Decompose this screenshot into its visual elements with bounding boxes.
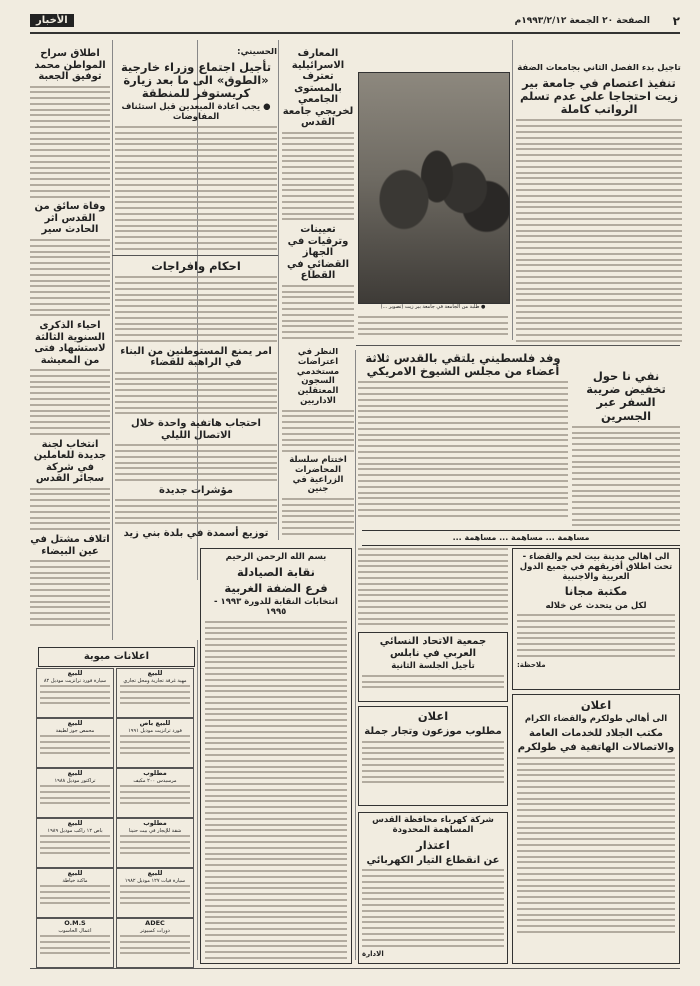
ad-body <box>362 675 504 689</box>
ad-title: اعلان <box>580 698 612 712</box>
column-rule <box>112 40 113 640</box>
classified-ad <box>116 718 194 768</box>
classified-ad <box>36 918 114 968</box>
classified-text: مرسيدس ٢٠٠ مكيف <box>133 778 177 784</box>
ad-basmala: بسم الله الرحمن الرحيم <box>225 552 327 562</box>
story-headline: تنفيذ اعتصام في جامعة بير زيت احتجاجا على عدم تسلم الرواتب كاملة <box>519 75 679 117</box>
ad-line: مكتب الجلاد للخدمات العامة <box>529 727 663 739</box>
classified-label: للبيع <box>67 769 83 777</box>
classified-text: ماكنة خياطة <box>62 878 88 884</box>
ad-body <box>362 869 504 946</box>
distributors-ad <box>358 706 508 806</box>
ad-title: اعلان <box>417 709 449 723</box>
classified-ad <box>36 818 114 868</box>
column-rule <box>512 40 513 340</box>
story-body <box>358 381 568 516</box>
classified-ad <box>116 768 194 818</box>
news-photo <box>358 72 510 304</box>
story-kicker: تأجيل بدء الفصل الثاني بجامعات الضفة <box>517 64 681 73</box>
classified-text: سيارة فورد ترانزيت موديل ٨٢ <box>43 678 107 684</box>
ad-body <box>517 614 675 657</box>
classified-ad <box>36 668 114 718</box>
story-body <box>30 369 110 435</box>
story-body <box>115 276 277 342</box>
classified-ad <box>116 668 194 718</box>
classified-ad <box>36 768 114 818</box>
photo-caption: ● طلبة من الجامعة في جامعة بير زيت (تصوير ...) <box>380 304 486 310</box>
story-headline: امر يمنع المستوطنين من البناء في الراهبة للقضاء <box>120 345 272 369</box>
story-headline: المعارف الاسرائيلية تعترف بالمستوى الجامعي لخريجي جامعة القدس <box>282 48 354 128</box>
story-body <box>30 488 110 531</box>
story-body <box>115 444 277 481</box>
classified-text: اعمال الحاسوب <box>58 928 92 934</box>
story-headline: اتلاف مشتل في عين البيضاء <box>30 534 110 557</box>
story-headline: احكام وافراجات <box>151 260 241 273</box>
library-ad <box>512 548 680 690</box>
classified-ad <box>36 868 114 918</box>
story-body <box>282 132 354 221</box>
classified-label: مطلوب <box>143 769 167 777</box>
story-headline: نفي نا حول تخفيض ضريبة السفر عبر الجسرين <box>586 370 666 423</box>
classified-body <box>117 685 193 704</box>
story-body <box>30 239 110 316</box>
pharmacists-ad <box>200 548 352 964</box>
ad-subtitle: اعتذار <box>416 837 450 852</box>
column-rule <box>355 350 356 960</box>
ad-line: والاتصالات الهاتفية في طولكرم <box>517 742 675 754</box>
classified-ad <box>36 718 114 768</box>
story-body <box>358 548 508 625</box>
ad-body <box>362 741 504 784</box>
story-travel-tax <box>572 370 680 528</box>
ad-subtitle: لكل من يتحدث عن خلاله <box>545 600 647 611</box>
story-headline: اختتام سلسلة المحاضرات الزراعية في جنين <box>289 454 347 495</box>
ad-intro: الى أهالي طولكرم والقضاء الكرام <box>524 714 668 725</box>
section-rule <box>112 255 278 256</box>
story-under-banner <box>358 548 508 628</box>
story-headline: وفد فلسطيني يلتقي بالقدس ثلاثة أعضاء من مجلس الشيوخ الامريكي <box>365 352 561 379</box>
classified-label: للبيع <box>67 869 83 877</box>
classified-text: مهية غرفة تجارية ومحل تجاري <box>123 678 187 684</box>
story-body <box>30 86 110 198</box>
story-body <box>572 426 680 528</box>
story-body <box>30 560 110 626</box>
classified-text: محمص جوز لطيفة <box>55 728 95 734</box>
classified-text: دورات كمبيوتر <box>140 928 170 934</box>
story-headline: احتجاب هاتفية واحدة خلال الاتصال الليلي <box>131 418 261 441</box>
ad-subtitle-2: انتخابات النقابة للدورة ١٩٩٣ - ١٩٩٥ <box>214 597 338 617</box>
ad-signature: الادارة <box>362 950 384 959</box>
ad-subtitle: تأجيل الجلسة الثانية <box>391 661 475 671</box>
page-number: ٢ <box>672 14 680 28</box>
story-headline: اطلاق سراح المواطن محمد توفيق الجعبة <box>34 48 106 82</box>
ad-subtitle: فرع الضفة الغربية <box>224 580 328 595</box>
electric-company-ad <box>358 812 508 964</box>
story-body <box>115 126 277 253</box>
classified-body <box>117 785 193 804</box>
story-body <box>282 285 354 343</box>
classified-label: O.M.S <box>64 919 86 927</box>
story-body <box>282 498 354 538</box>
ad-title: نقابة الصيادلة <box>236 564 315 579</box>
section-rule <box>356 345 680 346</box>
far-left-column <box>30 48 110 638</box>
middle-strip-stories <box>282 348 354 538</box>
classified-body <box>37 735 113 754</box>
story-kicker: الحسيني: <box>237 48 277 57</box>
ad-title: مكتبة مجانا <box>564 584 628 599</box>
story-birzeit <box>516 64 682 344</box>
classified-body <box>37 685 113 704</box>
story-body <box>282 410 354 453</box>
story-headline: انتخاب لجنة جديدة للعاملين في شركة سجائر القدس <box>33 438 107 485</box>
classified-label: للبيع <box>67 819 83 827</box>
classifieds-title: اعلانات مبوبة <box>38 647 195 667</box>
women-union-ad <box>358 632 508 702</box>
ad-title: شركة كهرباء محافظة القدس المساهمة المحدودة <box>372 815 494 835</box>
story-us-senators <box>358 352 568 527</box>
classified-ad <box>116 868 194 918</box>
story-rulings <box>115 260 277 545</box>
classified-ad <box>116 818 194 868</box>
classified-text: فورد ترانزيت موديل ١٩٩١ <box>128 728 182 734</box>
ad-body <box>205 621 347 964</box>
story-subhead: ● يجب اعادة المبعدين قبل استئناف المفاوضات <box>121 102 271 123</box>
date-line: الصفحة ٢٠ الجمعة ١٩٩٣/٢/١٢م <box>514 16 650 26</box>
ad-intro: الى اهالي مدينة بيت لحم والقضاء - تحت اطلاق أفريقهم في جميع الدول العربية والاجنبية <box>519 552 673 582</box>
story-body <box>115 372 277 415</box>
classified-label: مطلوب <box>143 819 167 827</box>
story-foreign-ministers <box>115 48 277 253</box>
jalad-office-ad <box>512 694 680 964</box>
column-rule <box>197 640 198 960</box>
ad-title: جمعية الاتحاد النسائي العربي في نابلس <box>379 636 487 659</box>
photo-story-body <box>358 316 508 342</box>
story-headline: تأجيل اجتماع وزراء خارجية «الطوق» الى ما بعد زيارة كريستوفر للمنطقة <box>120 59 272 101</box>
story-education <box>282 48 354 343</box>
classified-text: باص ١٢ راكب موديل ١٩٨٩ <box>47 828 103 834</box>
classified-ad <box>116 918 194 968</box>
story-body <box>115 499 277 524</box>
story-headline: احياء الذكرى السنوية الثالثة لاستشهاد فتى من المعيشة <box>34 320 106 366</box>
contribution-banner: مساهمة ... مساهمة ... مساهمة ... <box>362 530 680 546</box>
classified-label: ADEC <box>145 919 165 927</box>
classified-label: للبيع <box>147 869 163 877</box>
classified-text: سيارة فيات ١٢٧ موديل ١٩٨٢ <box>124 878 186 884</box>
classified-body <box>117 885 193 904</box>
classified-text: تراكتور موديل ١٩٨٨ <box>54 778 96 784</box>
classified-body <box>37 785 113 804</box>
classified-body <box>37 885 113 904</box>
classified-text: شقة للإيجار في بيت حنينا <box>128 828 182 834</box>
classified-body <box>117 735 193 754</box>
masthead-logo: الأخبار <box>30 14 74 27</box>
footer-rule <box>30 968 680 969</box>
classified-body <box>37 935 113 954</box>
ad-signature: ملاحظة: <box>517 660 546 669</box>
classified-label: للبيع <box>147 669 163 677</box>
classified-label: للبيع باص <box>139 719 171 727</box>
story-headline: توزيع أسمدة في بلدة بني زيد <box>123 528 269 540</box>
story-headline: وفاة سائق من القدس اثر الحادث سير <box>34 201 106 236</box>
ad-subtitle-2: عن انقطاع التيار الكهربائي <box>366 854 500 866</box>
ad-subtitle: مطلوب موزعون وتجار جملة <box>364 726 502 738</box>
column-rule <box>278 40 279 540</box>
story-headline: النظر في اعتراضات مستخدمي السجون المعتقلين الاداريين <box>296 348 340 406</box>
story-body <box>516 119 682 344</box>
classified-label: للبيع <box>67 669 83 677</box>
classified-body <box>117 835 193 854</box>
classified-body <box>37 835 113 854</box>
story-headline: مؤشرات جديدة <box>159 484 233 496</box>
story-headline: تعيينات وترقيات في الجهاز القضائي في القطاع <box>286 224 349 282</box>
ad-body <box>517 757 675 933</box>
classified-body <box>117 935 193 954</box>
classified-label: للبيع <box>67 719 83 727</box>
page-header <box>30 12 680 34</box>
